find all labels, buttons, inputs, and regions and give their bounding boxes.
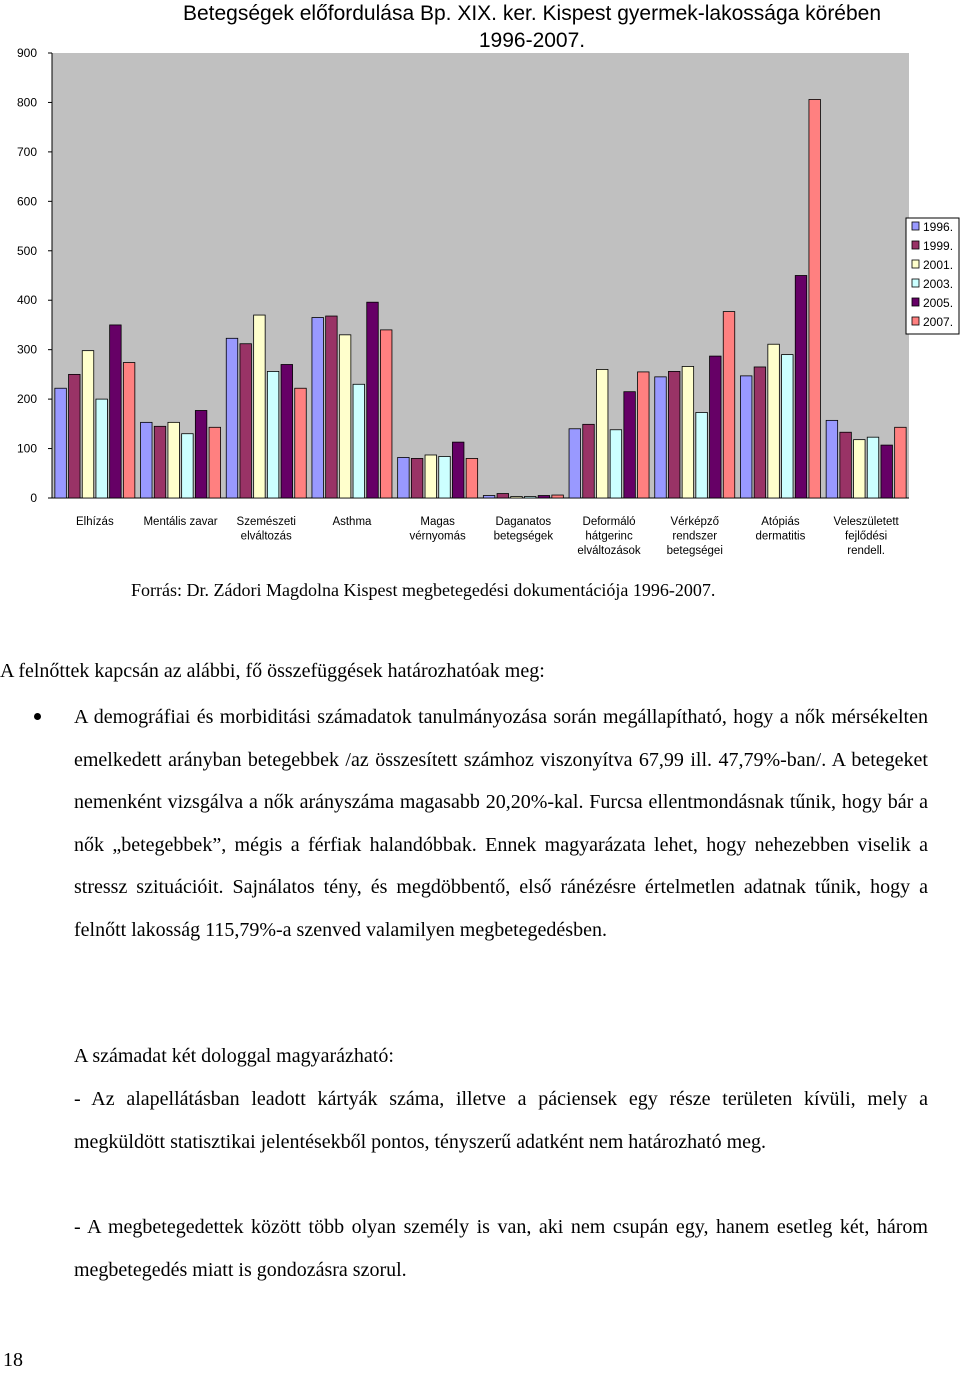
dash-item-1: - Az alapellátásban leadott kártyák száma, illetve a páciensek egy része területen kívüli, mely a megküldött statisztikai jelentésekből pontos, tényszerű adatként nem határozható meg. — [74, 1088, 928, 1153]
bar — [638, 372, 650, 498]
intro-sentence: A felnőttek kapcsán az alábbi, fő összefüggések határozhatóak meg: — [0, 660, 545, 682]
legend-label: 2001. — [923, 258, 954, 272]
bar — [655, 377, 667, 498]
bar — [740, 376, 752, 498]
bar — [82, 351, 94, 498]
y-tick-label: 700 — [16, 144, 37, 159]
bar — [840, 432, 852, 498]
bar — [524, 497, 536, 498]
y-tick-label: 400 — [16, 293, 37, 308]
bar — [55, 388, 67, 498]
bar — [380, 330, 392, 498]
y-tick-label: 300 — [16, 342, 37, 357]
dash-item-2: - A megbetegedettek között több olyan személy is van, aki nem csupán egy, hanem esetleg két, három megbetegedés miatt is gondozásra szorul. — [74, 1216, 928, 1281]
legend-swatch — [912, 279, 919, 287]
bar — [339, 335, 351, 498]
bar — [267, 371, 279, 498]
bar — [141, 422, 153, 498]
chart-subtitle: 1996-2007. — [478, 29, 586, 52]
x-tick-label: Mentális zavar — [143, 516, 218, 528]
y-tick-label: 500 — [16, 243, 37, 258]
bar — [682, 366, 694, 498]
bar — [768, 344, 780, 498]
page-number: 18 — [3, 1349, 23, 1371]
bar — [295, 388, 307, 498]
x-tick-label: Vérképző rendszer betegségei — [666, 516, 723, 557]
bar-chart — [0, 0, 960, 565]
bar — [826, 420, 838, 498]
y-tick-label: 800 — [16, 95, 37, 110]
bar — [754, 367, 766, 498]
bar — [867, 437, 879, 498]
legend-label: 2005. — [923, 296, 954, 310]
legend-label: 1999. — [923, 239, 954, 253]
bar — [723, 312, 735, 498]
bar — [710, 356, 722, 498]
bar — [538, 496, 550, 498]
legend-label: 1996. — [923, 220, 954, 234]
bar — [96, 399, 108, 498]
bar — [569, 429, 581, 498]
bar — [668, 371, 680, 498]
bar — [795, 276, 807, 499]
bar — [610, 430, 622, 498]
bar — [881, 445, 893, 498]
x-tick-label: Elhízás — [75, 516, 114, 528]
bar — [552, 495, 564, 498]
bar — [895, 427, 907, 498]
bar — [583, 424, 595, 498]
bar — [326, 316, 338, 498]
bar — [425, 455, 437, 498]
legend-swatch — [912, 260, 919, 268]
bar — [312, 318, 324, 498]
legend-label: 2003. — [923, 277, 954, 291]
bar — [596, 369, 608, 498]
bar — [511, 497, 523, 498]
bar — [254, 315, 266, 498]
figure-source: Forrás: Dr. Zádori Magdolna Kispest megbetegedési dokumentációja 1996-2007. — [131, 580, 716, 600]
y-tick-label: 0 — [30, 491, 37, 505]
legend-swatch — [912, 222, 919, 230]
y-tick-label: 900 — [16, 46, 37, 60]
bullet-paragraph: A demográfiai és morbiditási számadatok tanulmányozása során megállapítható, hogy a nők mérsékelten emelkedett arányban betegebbek /az összesített számhoz viszonyítva 67,99 ill. 47,79%-ban/. A betegeket nemenként vizsgálva a nők arányszáma magasabb 20,20%-kal. Furcsa ellentmondásnak tűnik, hogy bár a nők „betegebbek”, mégis a férfiak halandóbbak. Ennek magyarázata lehet, hogy nehezebben viselik a stressz szituációit. Sajnálatos tény, és megdöbbentő, első ránézésre értelmetlen adatnak tűnik, hogy a felnőtt lakosság 115,79%-a szenved valamilyen megbetegedésben. — [74, 706, 928, 941]
bar — [466, 458, 478, 498]
bar — [168, 422, 180, 498]
bar — [209, 427, 221, 498]
x-tick-label: Szemészeti elváltozás — [236, 516, 296, 543]
bar — [367, 302, 379, 498]
bar — [281, 365, 293, 499]
legend-swatch — [912, 298, 919, 306]
bar — [182, 434, 194, 498]
explanation-intro: A számadat két dologgal magyarázható: — [74, 1045, 394, 1067]
bar — [497, 494, 509, 498]
bar — [696, 412, 708, 498]
legend-swatch — [912, 241, 919, 249]
bar — [240, 344, 252, 498]
bar — [353, 384, 365, 498]
x-tick-label: Asthma — [332, 516, 372, 528]
legend-label: 2007. — [923, 315, 954, 329]
bar — [398, 457, 410, 498]
legend-swatch — [912, 317, 919, 325]
bar — [782, 355, 794, 498]
y-tick-label: 200 — [16, 392, 37, 407]
bar — [195, 410, 207, 498]
x-tick-label: Atópiás dermatitis — [755, 516, 806, 543]
y-tick-label: 100 — [16, 441, 37, 456]
x-tick-label: Deformáló hátgerinc elváltozások — [577, 516, 641, 557]
bar — [809, 99, 821, 498]
x-tick-label: Daganatos betegségek — [493, 516, 554, 543]
bar — [69, 374, 81, 498]
plot-area — [52, 53, 909, 498]
chart-title: Betegségek előfordulása Bp. XIX. ker. Kispest gyermek-lakossága körében — [182, 2, 882, 25]
bar — [411, 458, 423, 498]
bar — [452, 442, 464, 498]
bar — [123, 363, 135, 498]
bar — [854, 440, 866, 498]
y-tick-label: 600 — [16, 194, 37, 209]
bar — [154, 426, 166, 498]
bar — [483, 496, 495, 498]
bar — [226, 338, 238, 498]
bar — [624, 392, 636, 498]
legend — [906, 218, 959, 334]
bar — [110, 325, 122, 498]
x-tick-label: Magas vérnyomás — [409, 516, 466, 543]
bullet-icon — [34, 713, 41, 720]
x-tick-label: Veleszületett fejlődési rendell. — [833, 516, 899, 557]
bar — [439, 456, 451, 498]
